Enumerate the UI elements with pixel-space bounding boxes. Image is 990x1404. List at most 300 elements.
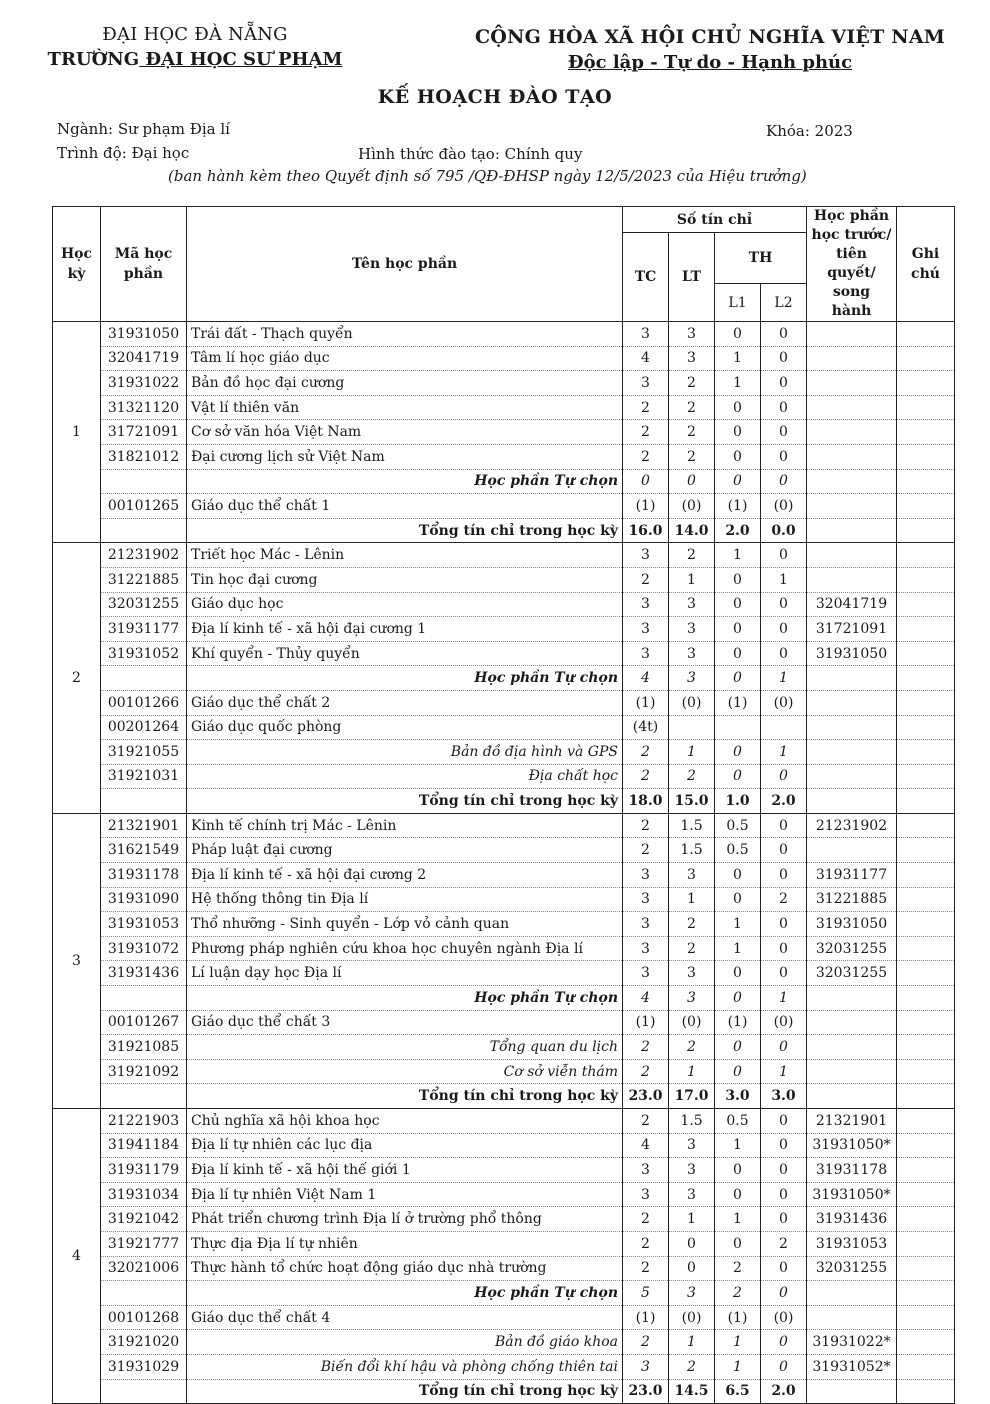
- credits-tc: 3: [623, 617, 669, 642]
- course-row: [53, 1207, 955, 1232]
- credits-l1: 0: [715, 986, 761, 1011]
- credits-tc: 2: [623, 740, 669, 765]
- credits-lt: 2: [669, 764, 715, 789]
- course-name: Bản đồ giáo khoa: [187, 1330, 623, 1355]
- credits-lt: 1.5: [669, 1109, 715, 1134]
- col-l1: L1: [715, 284, 761, 322]
- col-credits: Số tín chỉ: [623, 207, 807, 233]
- prerequisite-code: 32031255: [807, 961, 897, 986]
- prerequisite-code: [807, 1084, 897, 1109]
- credits-l2: 2: [761, 1231, 807, 1256]
- semester-total-row: [53, 518, 955, 543]
- credits-lt: 3: [669, 617, 715, 642]
- course-name: Giáo dục thể chất 2: [187, 690, 623, 715]
- credits-l1: 1: [715, 346, 761, 371]
- course-name: Địa lí kinh tế - xã hội đại cương 2: [187, 863, 623, 888]
- course-row: [53, 1354, 955, 1379]
- credits-l1: 1: [715, 371, 761, 396]
- prerequisite-code: [807, 1035, 897, 1060]
- prerequisite-code: [807, 1059, 897, 1084]
- course-row: [53, 1109, 955, 1134]
- course-name: Kinh tế chính trị Mác - Lênin: [187, 813, 623, 838]
- credits-l2: 0: [761, 1256, 807, 1281]
- credits-lt: 14.0: [669, 518, 715, 543]
- course-name: Giáo dục thể chất 3: [187, 1010, 623, 1035]
- course-code: 31931177: [101, 617, 187, 642]
- course-code: 31941184: [101, 1133, 187, 1158]
- credits-l1: 0: [715, 764, 761, 789]
- note-cell: [897, 813, 955, 838]
- credits-lt: 3: [669, 1182, 715, 1207]
- credits-lt: 1: [669, 1059, 715, 1084]
- note-cell: [897, 444, 955, 469]
- total-label: Tổng tín chỉ trong học kỳ: [187, 1084, 623, 1109]
- course-code: 32031255: [101, 592, 187, 617]
- course-name: Địa lí kinh tế - xã hội đại cương 1: [187, 617, 623, 642]
- course-code: 00101266: [101, 690, 187, 715]
- course-name: Thực hành tổ chức hoạt động giáo dục nhà trường: [187, 1256, 623, 1281]
- credits-tc: (1): [623, 494, 669, 519]
- credits-lt: 1: [669, 1330, 715, 1355]
- credits-lt: 3: [669, 986, 715, 1011]
- credits-lt: [669, 715, 715, 740]
- credits-lt: 1: [669, 887, 715, 912]
- credits-l1: (1): [715, 1010, 761, 1035]
- credits-l2: 0: [761, 371, 807, 396]
- credits-l1: 1: [715, 1330, 761, 1355]
- course-name: Phương pháp nghiên cứu khoa học chuyên ngành Địa lí: [187, 936, 623, 961]
- credits-l1: (1): [715, 494, 761, 519]
- credits-l2: 0: [761, 444, 807, 469]
- credits-tc: (1): [623, 690, 669, 715]
- note-cell: [897, 469, 955, 494]
- credits-l1: 3.0: [715, 1084, 761, 1109]
- prerequisite-code: [807, 420, 897, 445]
- col-name: Tên học phần: [187, 207, 623, 322]
- course-row: [53, 1010, 955, 1035]
- credits-l1: 0: [715, 740, 761, 765]
- prerequisite-code: [807, 444, 897, 469]
- note-cell: [897, 690, 955, 715]
- credits-lt: 0: [669, 1231, 715, 1256]
- credits-l2: 0: [761, 420, 807, 445]
- credits-l1: 2: [715, 1281, 761, 1306]
- elective-group-row: [53, 469, 955, 494]
- note-cell: [897, 961, 955, 986]
- course-code: [101, 986, 187, 1011]
- credits-tc: 23.0: [623, 1379, 669, 1404]
- credits-tc: 2: [623, 1109, 669, 1134]
- course-row: [53, 715, 955, 740]
- credits-l1: 0: [715, 1182, 761, 1207]
- course-code: 00101268: [101, 1305, 187, 1330]
- prerequisite-code: 32041719: [807, 592, 897, 617]
- credits-lt: 1: [669, 567, 715, 592]
- credits-lt: 2: [669, 371, 715, 396]
- note-cell: [897, 789, 955, 814]
- school-name: [40, 49, 350, 70]
- course-code: 00101267: [101, 1010, 187, 1035]
- credits-tc: (1): [623, 1010, 669, 1035]
- course-code: 31821012: [101, 444, 187, 469]
- course-code: [101, 1084, 187, 1109]
- course-code: 31921031: [101, 764, 187, 789]
- credits-l2: 0: [761, 617, 807, 642]
- credits-l1: 6.5: [715, 1379, 761, 1404]
- credits-l2: 1: [761, 986, 807, 1011]
- credits-lt: 1.5: [669, 813, 715, 838]
- credits-tc: 4: [623, 986, 669, 1011]
- prerequisite-code: 31931050*: [807, 1182, 897, 1207]
- note-cell: [897, 740, 955, 765]
- prerequisite-code: [807, 666, 897, 691]
- credits-l2: 3.0: [761, 1084, 807, 1109]
- note-cell: [897, 322, 955, 347]
- credits-tc: 3: [623, 371, 669, 396]
- credits-l2: 0: [761, 395, 807, 420]
- course-code: 31921092: [101, 1059, 187, 1084]
- note-cell: [897, 1281, 955, 1306]
- credits-l2: 0: [761, 912, 807, 937]
- course-code: [101, 789, 187, 814]
- note-cell: [897, 1354, 955, 1379]
- course-code: 31921777: [101, 1231, 187, 1256]
- course-row: [53, 444, 955, 469]
- semester-number: 4: [53, 1109, 101, 1404]
- credits-l2: 0: [761, 838, 807, 863]
- course-row: [53, 420, 955, 445]
- credits-l2: 0: [761, 1035, 807, 1060]
- credits-tc: 3: [623, 912, 669, 937]
- note-cell: [897, 395, 955, 420]
- credits-l2: 0: [761, 1109, 807, 1134]
- prerequisite-code: [807, 690, 897, 715]
- course-code: [101, 518, 187, 543]
- course-row: [53, 1182, 955, 1207]
- credits-l2: [761, 715, 807, 740]
- credits-l2: 0: [761, 641, 807, 666]
- credits-tc: 23.0: [623, 1084, 669, 1109]
- credits-l1: 0: [715, 641, 761, 666]
- credits-l1: 1: [715, 912, 761, 937]
- col-th: TH: [715, 233, 807, 284]
- prerequisite-code: 31931052*: [807, 1354, 897, 1379]
- credits-l1: 0: [715, 1231, 761, 1256]
- course-code: 31931436: [101, 961, 187, 986]
- credits-l1: 2: [715, 1256, 761, 1281]
- col-lt: LT: [669, 233, 715, 322]
- note-cell: [897, 543, 955, 568]
- national-header: [470, 26, 950, 73]
- total-label: Tổng tín chỉ trong học kỳ: [187, 789, 623, 814]
- credits-tc: 2: [623, 1035, 669, 1060]
- credits-l1: 1: [715, 1207, 761, 1232]
- credits-l2: 1: [761, 740, 807, 765]
- prerequisite-code: [807, 764, 897, 789]
- credits-tc: 4: [623, 346, 669, 371]
- credits-l1: 0: [715, 395, 761, 420]
- semester-number: 1: [53, 322, 101, 543]
- prerequisite-code: [807, 740, 897, 765]
- note-cell: [897, 641, 955, 666]
- semester-total-row: [53, 789, 955, 814]
- course-code: 00201264: [101, 715, 187, 740]
- credits-l2: 0: [761, 1207, 807, 1232]
- col-l2: L2: [761, 284, 807, 322]
- credits-l1: 1: [715, 543, 761, 568]
- note-cell: [897, 715, 955, 740]
- credits-lt: 3: [669, 1281, 715, 1306]
- credits-tc: (1): [623, 1305, 669, 1330]
- course-name: Tin học đại cương: [187, 567, 623, 592]
- course-code: 21321901: [101, 813, 187, 838]
- prerequisite-code: [807, 838, 897, 863]
- course-name: Cơ sở văn hóa Việt Nam: [187, 420, 623, 445]
- course-name: Phát triển chương trình Địa lí ở trường phổ thông: [187, 1207, 623, 1232]
- credits-lt: 2: [669, 444, 715, 469]
- course-code: 31921042: [101, 1207, 187, 1232]
- credits-lt: 17.0: [669, 1084, 715, 1109]
- course-name: Khí quyển - Thủy quyển: [187, 641, 623, 666]
- course-code: 31931029: [101, 1354, 187, 1379]
- credits-lt: (0): [669, 1305, 715, 1330]
- course-name: Giáo dục quốc phòng: [187, 715, 623, 740]
- course-name: Đại cương lịch sử Việt Nam: [187, 444, 623, 469]
- prerequisite-code: [807, 567, 897, 592]
- credits-l1: 0: [715, 1158, 761, 1183]
- credits-tc: 3: [623, 961, 669, 986]
- credits-l2: 0: [761, 813, 807, 838]
- course-row: [53, 838, 955, 863]
- course-name: Giáo dục thể chất 1: [187, 494, 623, 519]
- credits-l1: 0: [715, 444, 761, 469]
- credits-lt: (0): [669, 494, 715, 519]
- total-label: Tổng tín chỉ trong học kỳ: [187, 1379, 623, 1404]
- credits-l1: [715, 715, 761, 740]
- course-name: Thổ nhưỡng - Sinh quyển - Lớp vỏ cảnh quan: [187, 912, 623, 937]
- course-code: [101, 1379, 187, 1404]
- course-code: 31931050: [101, 322, 187, 347]
- credits-lt: 1: [669, 1207, 715, 1232]
- prerequisite-code: [807, 469, 897, 494]
- note-cell: [897, 1010, 955, 1035]
- course-code: 31921085: [101, 1035, 187, 1060]
- credits-lt: 3: [669, 666, 715, 691]
- course-row: [53, 912, 955, 937]
- credits-lt: 2: [669, 936, 715, 961]
- credits-l2: 0: [761, 469, 807, 494]
- note-cell: [897, 346, 955, 371]
- course-name: Địa chất học: [187, 764, 623, 789]
- note-cell: [897, 1059, 955, 1084]
- prerequisite-code: 31721091: [807, 617, 897, 642]
- course-row: [53, 543, 955, 568]
- elective-group-row: [53, 1281, 955, 1306]
- credits-lt: 1.5: [669, 838, 715, 863]
- credits-l1: 0: [715, 567, 761, 592]
- note-cell: [897, 1035, 955, 1060]
- prerequisite-code: [807, 322, 897, 347]
- credits-l2: (0): [761, 1305, 807, 1330]
- course-row: [53, 887, 955, 912]
- credits-l1: 0: [715, 666, 761, 691]
- note-cell: [897, 887, 955, 912]
- credits-l2: (0): [761, 690, 807, 715]
- credits-l1: 0: [715, 961, 761, 986]
- prerequisite-code: 21321901: [807, 1109, 897, 1134]
- course-code: 32041719: [101, 346, 187, 371]
- prerequisite-code: 31931050*: [807, 1133, 897, 1158]
- credits-l2: 0: [761, 322, 807, 347]
- semester-total-row: [53, 1084, 955, 1109]
- course-name: Lí luận dạy học Địa lí: [187, 961, 623, 986]
- document-title: KẾ HOẠCH ĐÀO TẠO: [377, 86, 613, 108]
- credits-l2: 0: [761, 764, 807, 789]
- credits-lt: 2: [669, 1035, 715, 1060]
- course-name: Chủ nghĩa xã hội khoa học: [187, 1109, 623, 1134]
- credits-lt: 2: [669, 912, 715, 937]
- credits-tc: 4: [623, 666, 669, 691]
- cohort-label: Khóa: 2023: [766, 122, 853, 140]
- national-motto: Độc lập - Tự do - Hạnh phúc: [567, 52, 853, 73]
- prerequisite-code: 31931177: [807, 863, 897, 888]
- credits-l1: 0.5: [715, 838, 761, 863]
- course-name: Trái đất - Thạch quyển: [187, 322, 623, 347]
- note-cell: [897, 592, 955, 617]
- prerequisite-code: [807, 543, 897, 568]
- course-code: 31931022: [101, 371, 187, 396]
- credits-l2: 0: [761, 936, 807, 961]
- credits-lt: 2: [669, 395, 715, 420]
- credits-l1: 0: [715, 322, 761, 347]
- table-body: [53, 322, 955, 1404]
- credits-l2: 1: [761, 1059, 807, 1084]
- credits-lt: 3: [669, 863, 715, 888]
- credits-tc: 2: [623, 395, 669, 420]
- prerequisite-code: 31931178: [807, 1158, 897, 1183]
- note-cell: [897, 912, 955, 937]
- elective-group-row: [53, 666, 955, 691]
- credits-tc: 3: [623, 936, 669, 961]
- note-cell: [897, 567, 955, 592]
- course-name: Biến đổi khí hậu và phòng chống thiên tai: [187, 1354, 623, 1379]
- course-code: 31931053: [101, 912, 187, 937]
- major-label: Ngành: Sư phạm Địa lí: [57, 120, 230, 138]
- note-cell: [897, 1231, 955, 1256]
- course-row: [53, 641, 955, 666]
- note-cell: [897, 1109, 955, 1134]
- course-code: 31931052: [101, 641, 187, 666]
- credits-lt: 3: [669, 1133, 715, 1158]
- course-row: [53, 1330, 955, 1355]
- note-cell: [897, 420, 955, 445]
- note-cell: [897, 371, 955, 396]
- credits-tc: 0: [623, 469, 669, 494]
- credits-tc: 3: [623, 1354, 669, 1379]
- credits-l1: (1): [715, 690, 761, 715]
- credits-tc: 2: [623, 813, 669, 838]
- credits-tc: 3: [623, 543, 669, 568]
- course-code: 31721091: [101, 420, 187, 445]
- credits-lt: 14.5: [669, 1379, 715, 1404]
- credits-lt: 2: [669, 1354, 715, 1379]
- credits-tc: 2: [623, 764, 669, 789]
- note-cell: [897, 1330, 955, 1355]
- credits-lt: 3: [669, 1158, 715, 1183]
- university-name: ĐẠI HỌC ĐÀ NẴNG: [102, 24, 288, 45]
- prerequisite-code: [807, 518, 897, 543]
- course-code: 21231902: [101, 543, 187, 568]
- course-name: Giáo dục học: [187, 592, 623, 617]
- credits-tc: 3: [623, 322, 669, 347]
- semester-number: 2: [53, 543, 101, 814]
- credits-l2: 0: [761, 1354, 807, 1379]
- credits-l2: 2.0: [761, 789, 807, 814]
- prerequisite-code: [807, 494, 897, 519]
- prerequisite-code: [807, 395, 897, 420]
- credits-lt: 1: [669, 740, 715, 765]
- credits-l2: 0: [761, 543, 807, 568]
- national-title: CỘNG HÒA XÃ HỘI CHỦ NGHĨA VIỆT NAM: [474, 26, 946, 48]
- credits-l1: (1): [715, 1305, 761, 1330]
- credits-tc: 3: [623, 887, 669, 912]
- prerequisite-code: 31221885: [807, 887, 897, 912]
- credits-l2: 2: [761, 887, 807, 912]
- course-code: 32021006: [101, 1256, 187, 1281]
- credits-tc: 16.0: [623, 518, 669, 543]
- credits-tc: 3: [623, 1158, 669, 1183]
- prerequisite-code: 31931053: [807, 1231, 897, 1256]
- credits-l1: 2.0: [715, 518, 761, 543]
- training-plan-table: [52, 206, 955, 1404]
- credits-l1: 0: [715, 617, 761, 642]
- semester-number: 3: [53, 813, 101, 1108]
- credits-tc: 2: [623, 567, 669, 592]
- credits-l2: 0: [761, 1182, 807, 1207]
- credits-l1: 0.5: [715, 813, 761, 838]
- credits-l2: 0.0: [761, 518, 807, 543]
- course-name: Bản đồ học đại cương: [187, 371, 623, 396]
- credits-lt: 3: [669, 592, 715, 617]
- credits-tc: 3: [623, 863, 669, 888]
- credits-lt: 3: [669, 961, 715, 986]
- course-name: Tổng quan du lịch: [187, 1035, 623, 1060]
- credits-lt: (0): [669, 1010, 715, 1035]
- credits-l2: (0): [761, 1010, 807, 1035]
- credits-lt: 3: [669, 641, 715, 666]
- course-row: [53, 617, 955, 642]
- prerequisite-code: [807, 1281, 897, 1306]
- course-name: Tâm lí học giáo dục: [187, 346, 623, 371]
- credits-tc: 18.0: [623, 789, 669, 814]
- credits-l1: 0: [715, 592, 761, 617]
- credits-tc: 2: [623, 1207, 669, 1232]
- course-row: [53, 740, 955, 765]
- course-row: [53, 567, 955, 592]
- credits-l1: 0: [715, 420, 761, 445]
- credits-lt: (0): [669, 690, 715, 715]
- credits-l2: 0: [761, 1281, 807, 1306]
- credits-l2: 0: [761, 592, 807, 617]
- note-cell: [897, 1379, 955, 1404]
- col-note: Ghi chú: [897, 207, 955, 322]
- school-name-prefix: TRƯỜNG: [47, 49, 140, 70]
- note-cell: [897, 1207, 955, 1232]
- note-cell: [897, 936, 955, 961]
- credits-l1: 1: [715, 1133, 761, 1158]
- credits-l2: 0: [761, 863, 807, 888]
- course-row: [53, 592, 955, 617]
